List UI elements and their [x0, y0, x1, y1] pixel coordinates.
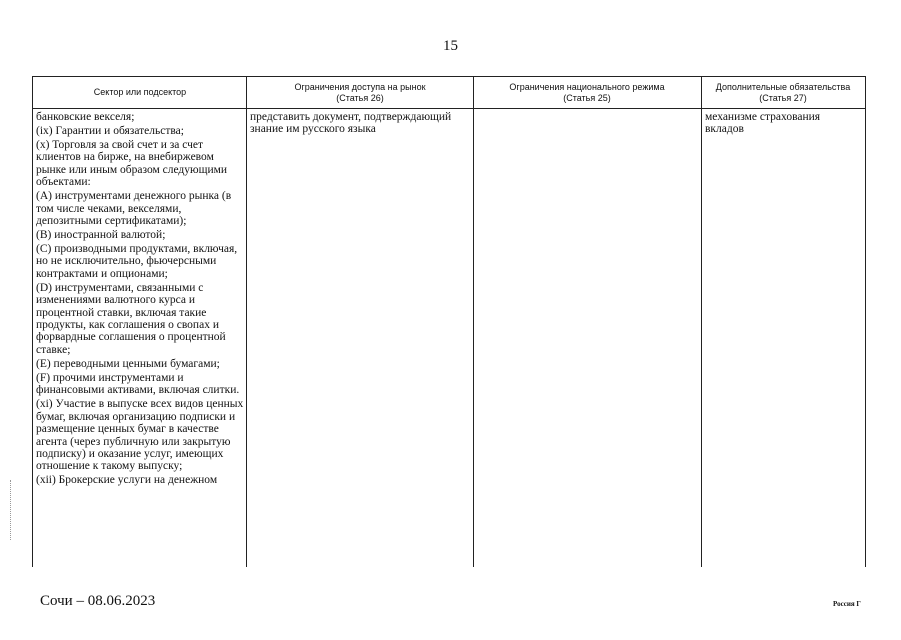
footer-country: Россия Г [833, 600, 861, 608]
header-sector-line1: Сектор или подсектор [93, 87, 187, 97]
scan-artifact [10, 480, 12, 540]
sector-paragraph: (C) производными продуктами, включая, но не исключительно, фьючерсными контрактами и опционами; [36, 243, 238, 280]
additional-commitments-cell: механизме страхования вкладов [705, 111, 821, 136]
sector-paragraph: (D) инструментами, связанными с изменениями валютного курса и процентной ставки, включая такие продукты, как соглашения о свопах и форвардные соглашения о процентной ставке; [36, 281, 226, 356]
header-additional-line2: (Статья 27) [759, 92, 807, 103]
header-market-access-line1: Ограничения доступа на рынок [294, 81, 426, 92]
column-divider [246, 77, 247, 567]
column-divider [701, 77, 702, 567]
header-national-treatment-line2: (Статья 25) [563, 92, 611, 103]
header-national-treatment-line1: Ограничения национального режима [509, 81, 665, 92]
commitments-table [32, 76, 866, 567]
page-number: 15 [443, 38, 458, 54]
footer-place-date: Сочи – 08.06.2023 [40, 593, 156, 609]
header-additional-commitments [701, 77, 865, 108]
header-market-access-line2: (Статья 26) [336, 92, 384, 103]
header-national-treatment [473, 77, 701, 108]
header-additional-line1: Дополнительные обязательства [715, 81, 851, 92]
column-divider [473, 77, 474, 567]
sector-paragraph: (F) прочими инструментами и финансовыми активами, включая слитки. [36, 371, 240, 397]
sector-paragraph: (E) переводными ценными бумагами; [36, 357, 220, 370]
sector-paragraph: банковские векселя; [36, 111, 135, 123]
header-sector [33, 77, 247, 108]
table-header-row [33, 77, 865, 109]
sector-cell [36, 111, 246, 488]
sector-paragraph: (xi) Участие в выпуске всех видов ценных бумаг, включая организацию подписки и размещение ценных бумаг в качестве агента (через публичную или закрытую подписку) и оказание услуг, имеющих отношение к такому выпуску; [36, 398, 244, 473]
header-market-access [247, 77, 473, 108]
sector-paragraph: (x) Торговля за свой счет и за счет клиентов на бирже, на внебиржевом рынке или иным образом следующими объектами: [36, 139, 228, 189]
sector-paragraph: (A) инструментами денежного рынка (в том числе чеками, векселями, депозитными сертификатами); [36, 190, 232, 228]
sector-paragraph: (xii) Брокерские услуги на денежном [36, 474, 218, 487]
sector-paragraph: (ix) Гарантии и обязательства; [36, 125, 184, 137]
sector-paragraph: (B) иностранной валютой; [36, 229, 166, 242]
market-access-cell: представить документ, подтверждающий знание им русского языка [250, 111, 452, 136]
